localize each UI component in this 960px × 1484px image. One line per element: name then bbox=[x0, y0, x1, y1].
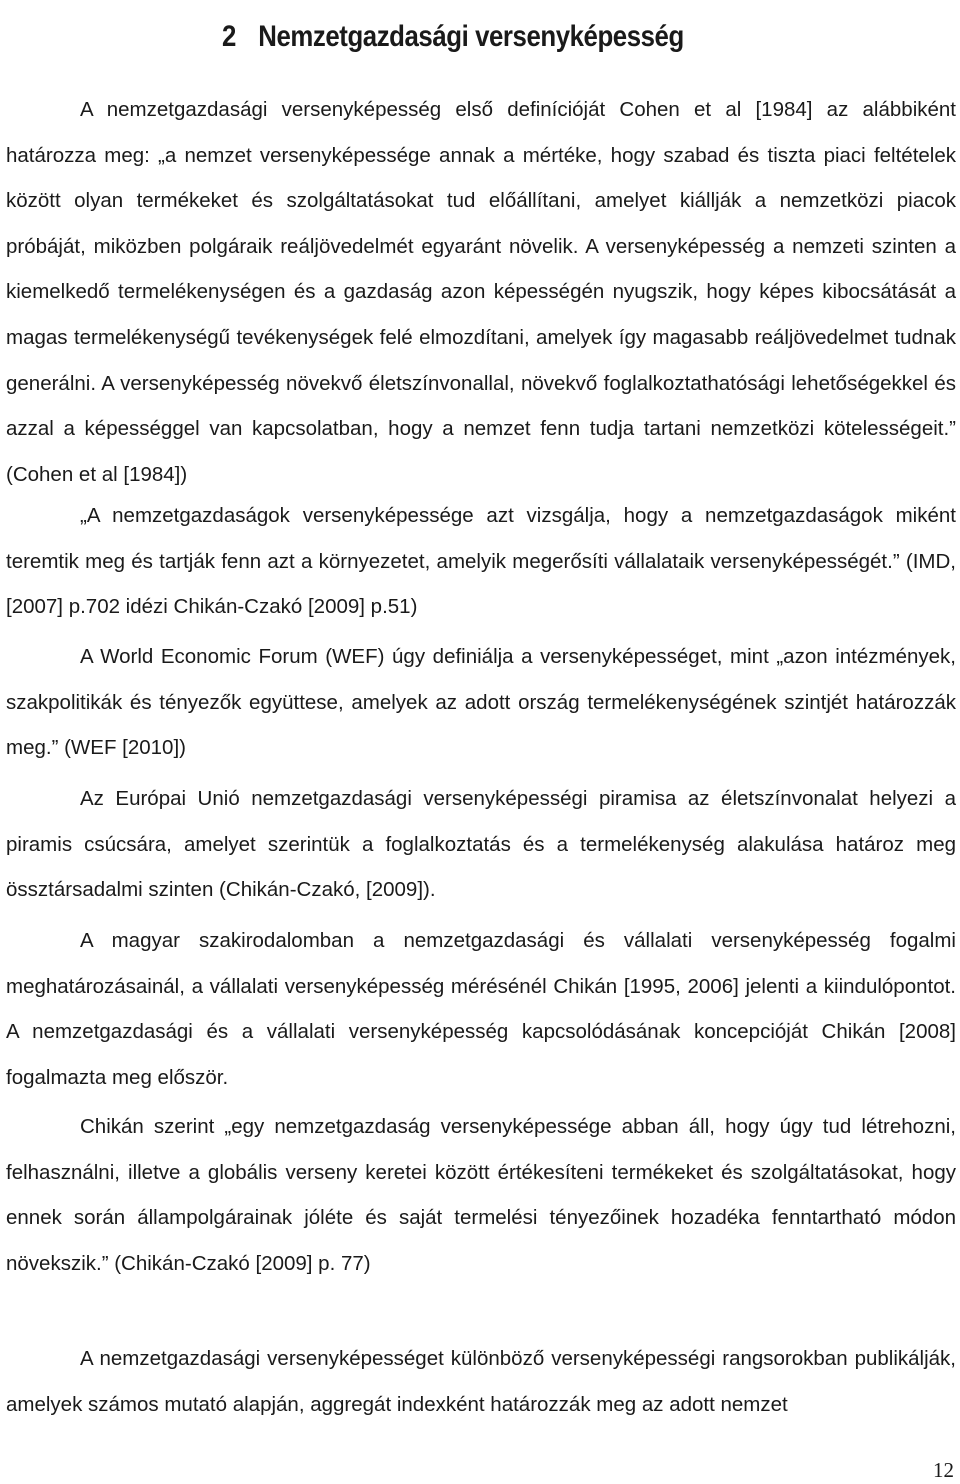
paragraph-chikan-definition bbox=[6, 1104, 956, 1286]
paragraph-rankings bbox=[6, 1336, 956, 1427]
paragraph-imd-definition bbox=[6, 493, 956, 630]
paragraph-text: „A nemzetgazdaságok versenyképessége azt vizsgálja, hogy a nemzetgazdaságok miként teremtik meg és tartják fenn azt a környezetet, amelyik megerősíti vállalataik versenyképességét.” (IMD, [2007] p.702 idézi Chikán-Czakó [2009] p.51) bbox=[6, 504, 956, 619]
section-heading bbox=[222, 20, 684, 54]
page-number: 12 bbox=[933, 1458, 954, 1482]
paragraph-text: A nemzetgazdasági versenyképességet különböző versenyképességi rangsorokban publikálják, amelyek számos mutató alapján, aggregát indexként határozzák meg az adott nemzet bbox=[6, 1347, 956, 1416]
paragraph-eu-pyramid bbox=[6, 776, 956, 913]
paragraph-text: Chikán szerint „egy nemzetgazdaság versenyképessége abban áll, hogy úgy tud létrehozni, felhasználni, illetve a globális verseny keretei között értékesíteni termékeket és szolgáltatásokat, hogy ennek során állampolgárainak jóléte és saját termelési tényezőinek hozadéka fenntartható módon növekszik.” (Chikán-Czakó [2009] p. 77) bbox=[6, 1115, 956, 1275]
paragraph-wef-definition bbox=[6, 634, 956, 771]
paragraph-text: A nemzetgazdasági versenyképesség első definícióját Cohen et al [1984] az alábbiként határozza meg: „a nemzet versenyképessége annak a mértéke, hogy szabad és tiszta piaci feltételek között olyan termékeket és szolgáltatásokat tud előállítani, amelyet kiállják a nemzetközi piacok próbáját, miközben polgáraik reáljövedelmét egyaránt növelik. A versenyképesség a nemzeti szinten a kiemelkedő termelékenységen és a gazdaság azon képességén nyugszik, hogy képes kibocsátását a magas termelékenységű tevékenységek felé elmozdítani, amelyek így magasabb reáljövedelmet tudnak generálni. A versenyképesség növekvő életszínvonallal, növekvő foglalkoztathatósági lehetőségekkel és azzal a képességgel van kapcsolatban, hogy a nemzet fenn tudja tartani nemzetközi kötelességeit.” (Cohen et al [1984]) bbox=[6, 98, 956, 486]
paragraph-hungarian-literature bbox=[6, 918, 956, 1100]
paragraph-text: Az Európai Unió nemzetgazdasági versenyképességi piramisa az életszínvonalat helyezi a piramis csúcsára, amelyet szerintük a foglalkoztatás és a termelékenység alakulása határoz meg össztársadalmi szinten (Chikán-Czakó, [2009]). bbox=[6, 787, 956, 902]
paragraph-text: A magyar szakirodalomban a nemzetgazdasági és vállalati versenyképesség fogalmi meghatározásainál, a vállalati versenyképesség mérésénél Chikán [1995, 2006] jelenti a kiindulópontot. A nemzetgazdasági és a vállalati versenyképesség kapcsolódásának koncepcióját Chikán [2008] fogalmazta meg először. bbox=[6, 929, 956, 1089]
section-title: Nemzetgazdasági versenyképesség bbox=[258, 20, 684, 54]
section-number: 2 bbox=[222, 20, 236, 54]
paragraph-cohen-definition bbox=[6, 87, 956, 497]
paragraph-text: A World Economic Forum (WEF) úgy definiálja a versenyképességet, mint „azon intézmények, szakpolitikák és tényezők együttese, amelyek az adott ország termelékenységének szintjét határozzák meg.” (WEF [2010]) bbox=[6, 645, 956, 760]
